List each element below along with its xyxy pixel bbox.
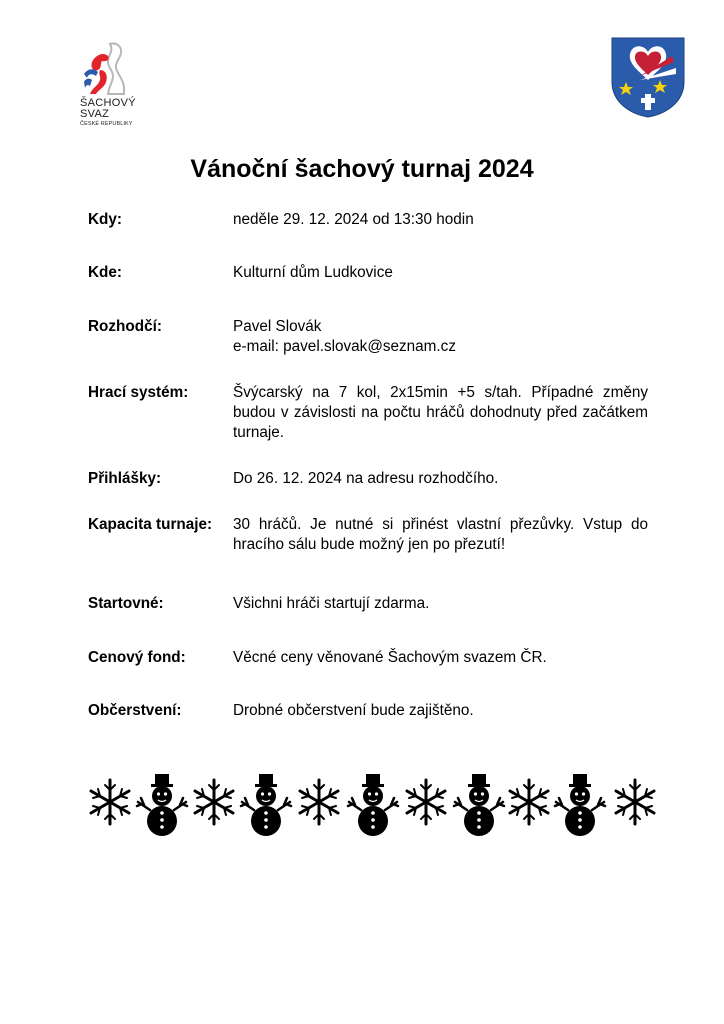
row-value: Věcné ceny věnované Šachovým svazem ČR. bbox=[233, 649, 547, 666]
logo-text-line1: ŠACHOVÝ bbox=[80, 97, 136, 109]
row-value: neděle 29. 12. 2024 od 13:30 hodin bbox=[233, 211, 474, 228]
snowman-icon bbox=[555, 774, 605, 836]
chess-federation-logo bbox=[80, 40, 160, 135]
row-value: 30 hráčů. Je nutné si přinést vlastní přezůvky. Vstup do hracího sálu bude možný jen po přezutí! bbox=[233, 516, 648, 553]
row-value: Drobné občerstvení bude zajištěno. bbox=[233, 702, 474, 719]
row-value: Švýcarský na 7 kol, 2x15min +5 s/tah. Případné změny budou v závislosti na počtu hráčů dohodnuty před začátkem turnaje. bbox=[233, 384, 648, 441]
arbiter-email: e-mail: pavel.slovak@seznam.cz bbox=[233, 338, 456, 355]
logo-text-line2: SVAZ bbox=[80, 108, 110, 120]
coat-of-arms-icon bbox=[610, 36, 686, 118]
arbiter-name: Pavel Slovák bbox=[233, 318, 322, 335]
row-label: Rozhodčí: bbox=[88, 318, 162, 335]
row-label: Přihlášky: bbox=[88, 470, 162, 487]
row-value: Do 26. 12. 2024 na adresu rozhodčího. bbox=[233, 470, 499, 487]
row-label: Startovné: bbox=[88, 595, 164, 612]
row-value: Všichni hráči startují zdarma. bbox=[233, 595, 430, 612]
chess-knight-logo-icon bbox=[80, 40, 136, 96]
snowman-icon bbox=[454, 774, 504, 836]
snowflake-icon bbox=[300, 780, 338, 824]
logo-text-line3: ČESKÉ REPUBLIKY bbox=[80, 121, 133, 127]
row-label: Hrací systém: bbox=[88, 384, 189, 401]
municipal-coat-of-arms bbox=[610, 36, 686, 118]
row-value: Kulturní dům Ludkovice bbox=[233, 264, 393, 281]
snowflake-snowman-border bbox=[86, 770, 661, 840]
row-label: Kde: bbox=[88, 264, 122, 281]
row-label: Občerstvení: bbox=[88, 702, 182, 719]
row-label: Kdy: bbox=[88, 211, 122, 228]
page-title: Vánoční šachový turnaj 2024 bbox=[190, 155, 534, 183]
row-label: Kapacita turnaje: bbox=[88, 516, 213, 533]
snowflake-icon bbox=[510, 780, 548, 824]
snowman-icon bbox=[137, 774, 187, 836]
snowman-icon bbox=[241, 774, 291, 836]
snowflake-icon bbox=[407, 780, 445, 824]
row-label: Cenový fond: bbox=[88, 649, 186, 666]
snowflake-icon bbox=[616, 780, 654, 824]
snowman-icon bbox=[348, 774, 398, 836]
snowflake-icon bbox=[91, 780, 129, 824]
snowflake-icon bbox=[195, 780, 233, 824]
